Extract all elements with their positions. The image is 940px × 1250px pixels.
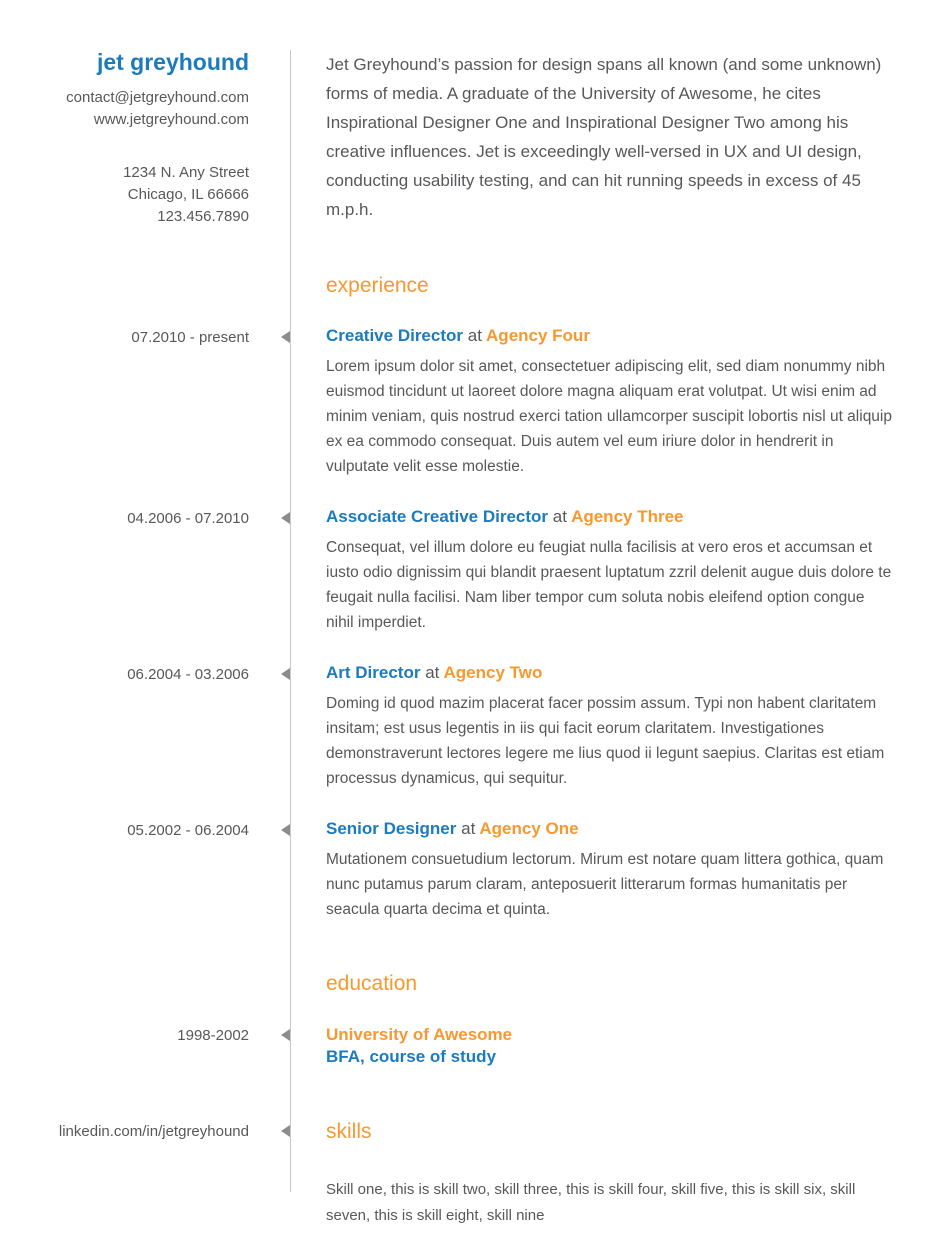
experience-heading-row — [0, 274, 940, 298]
entry-description: Consequat, vel illum dolore eu feugiat nulla facilisis at vero eros et accumsan et iusto odio dignissim qui blandit praesent luptatum zzril delenit augue duis dolore te feugait nulla facilisi. Nam liber tempor cum soluta nobis eleifend option congue nihil imperdiet. — [326, 539, 892, 631]
experience-entry — [0, 663, 940, 791]
address-street: 1234 N. Any Street — [123, 164, 249, 181]
degree-name: BFA, course of study — [326, 1047, 497, 1066]
contact-block — [0, 48, 290, 228]
company-name: Agency Four — [486, 326, 590, 345]
entry-description: Mutationem consuetudium lectorum. Mirum est notare quam littera gothica, quam nunc putamus parum claram, anteposuerit litterarum formas humanitatis per seacula quarta decima et quinta. — [326, 851, 884, 918]
entry-dates: 06.2004 - 03.2006 — [127, 666, 249, 683]
company-name: Agency Two — [443, 663, 543, 682]
experience-entry — [0, 819, 940, 922]
linkedin-text: linkedin.com/in/jetgreyhound — [58, 1123, 249, 1140]
phone-text: 123.456.7890 — [157, 208, 249, 225]
timeline-marker-icon — [281, 512, 290, 524]
skills-heading-row — [0, 1120, 940, 1144]
page-title: jet greyhound — [96, 49, 249, 75]
entry-dates: 07.2010 - present — [131, 329, 249, 346]
education-dates: 1998-2002 — [177, 1027, 249, 1044]
skills-list-text: Skill one, this is skill two, skill three, this is skill four, skill five, this is skill six, skill seven, this is skill eight, skill nine — [326, 1181, 856, 1224]
at-word: at — [461, 819, 476, 838]
experience-heading: experience — [326, 274, 429, 297]
job-title: Art Director — [326, 663, 421, 682]
timeline-marker-icon — [281, 331, 290, 343]
entry-description: Doming id quod mazim placerat facer possim assum. Typi non habent claritatem insitam; est usus legentis in iis qui facit eorum claritatem. Investigationes demonstraverunt lectores legere me lius quod ii legunt saepius. Claritas est etiam processus dynamicus, qui sequitur. — [326, 695, 885, 787]
company-name: Agency Three — [571, 507, 684, 526]
entry-dates: 04.2006 - 07.2010 — [127, 510, 249, 527]
timeline-marker-icon — [281, 1125, 290, 1137]
experience-entry — [0, 326, 940, 479]
entry-description: Lorem ipsum dolor sit amet, consectetuer adipiscing elit, sed diam nonummy nibh euismod tincidunt ut laoreet dolore magna aliquam erat volutpat. Ut wisi enim ad minim veniam, quis nostrud exerci tation ullamcorper suscipit lobortis nisl ut aliquip ex ea commodo consequat. Duis autem vel eum iriure dolor in hendrerit in vulputate velit esse molestie. — [326, 358, 892, 475]
at-word: at — [467, 326, 482, 345]
at-word: at — [425, 663, 440, 682]
timeline-marker-icon — [281, 668, 290, 680]
entry-title-line — [326, 507, 896, 526]
address-city: Chicago, IL 66666 — [127, 186, 249, 203]
entry-title-line — [326, 663, 896, 682]
skills-heading: skills — [326, 1120, 372, 1143]
entry-title-line — [326, 326, 896, 345]
timeline-marker-icon — [281, 1029, 290, 1041]
at-word: at — [552, 507, 567, 526]
skills-text-spacer — [0, 1177, 290, 1229]
skills-text-row — [0, 1177, 940, 1229]
experience-entry — [0, 507, 940, 635]
education-heading-spacer — [0, 972, 290, 996]
job-title: Creative Director — [326, 326, 464, 345]
job-title: Senior Designer — [326, 819, 457, 838]
email-text: contact@jetgreyhound.com — [66, 89, 249, 106]
education-heading-row — [0, 972, 940, 996]
intro-block — [290, 48, 940, 228]
entry-title-line — [326, 819, 896, 838]
intro-paragraph: Jet Greyhound’s passion for design spans all known (and some unknown) forms of media. A graduate of the University of Awesome, he cites Inspirational Designer One and Inspirational Designer Two among his creative influences. Jet is exceedingly well-versed in UX and UI design, conducting usability testing, and can hit running speeds in excess of 45 m.p.h. — [326, 55, 882, 219]
address-block — [0, 162, 249, 228]
education-heading: education — [326, 972, 418, 995]
education-entry — [0, 1024, 940, 1068]
timeline-marker-icon — [281, 824, 290, 836]
school-name: University of Awesome — [326, 1025, 513, 1044]
website-text: www.jetgreyhound.com — [93, 111, 249, 128]
company-name: Agency One — [479, 819, 579, 838]
job-title: Associate Creative Director — [326, 507, 549, 526]
entry-dates: 05.2002 - 06.2004 — [127, 822, 249, 839]
header-section — [0, 48, 940, 228]
experience-heading-spacer — [0, 274, 290, 298]
